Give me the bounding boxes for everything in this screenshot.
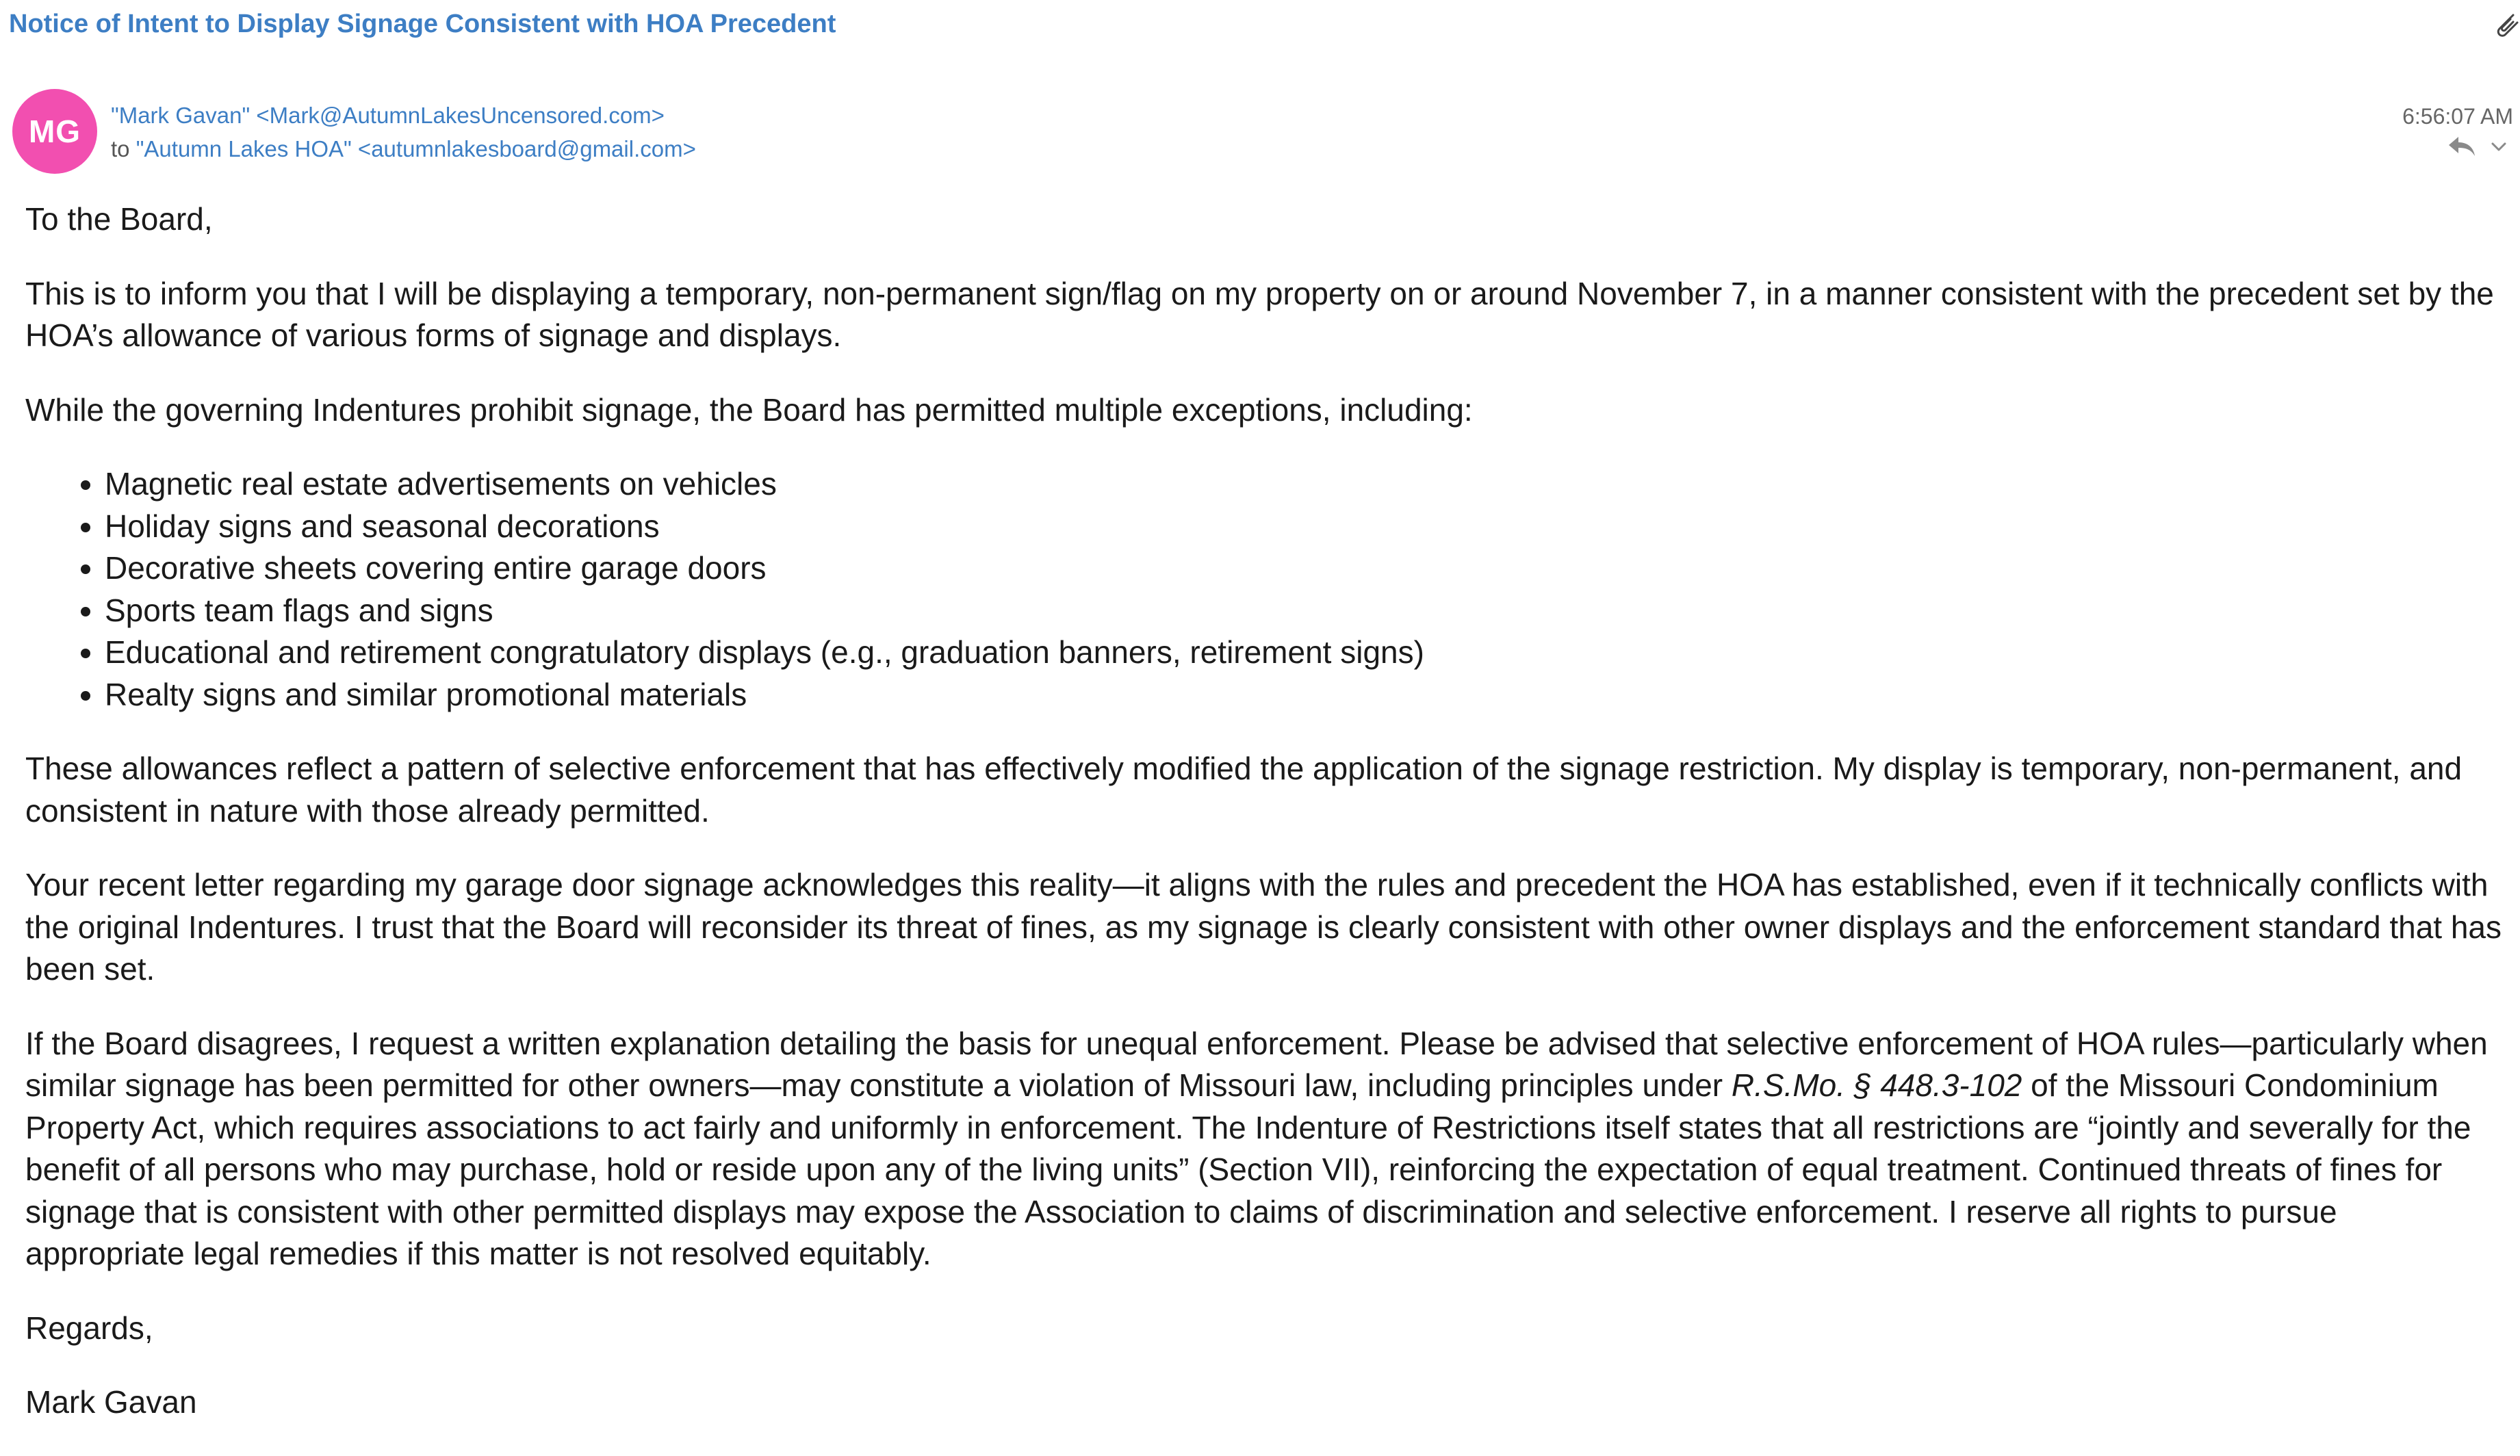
greeting: To the Board, xyxy=(25,201,213,237)
sender-address[interactable]: "Mark Gavan" <Mark@AutumnLakesUncensored.com> xyxy=(111,103,665,128)
statute-citation: R.S.Mo. § 448.3-102 xyxy=(1731,1067,2022,1103)
list-item: • Decorative sheets covering entire garage doors xyxy=(105,547,2503,590)
email-subject: Notice of Intent to Display Signage Consistent with HOA Precedent xyxy=(9,10,836,38)
paragraph-legal-notice xyxy=(25,1023,2503,1275)
list-item: • Magnetic real estate advertisements on vehicles xyxy=(105,463,2503,506)
paperclip-icon[interactable] xyxy=(2493,11,2520,38)
sent-time: 6:56:07 AM xyxy=(2402,104,2513,129)
list-item: • Sports team flags and signs xyxy=(105,590,2503,632)
exceptions-list xyxy=(25,463,2503,716)
closing: Regards, xyxy=(25,1310,153,1346)
list-item: • Educational and retirement congratulatory displays (e.g., graduation banners, retirement signs) xyxy=(105,632,2503,674)
paragraph-garage-letter: Your recent letter regarding my garage door signage acknowledges this reality—it aligns with the rules and precedent the HOA has established, even if it technically conflicts with the original Indentures. I trust that the Board will reconsider its threat of fines, as my signage is clearly consistent with other owner displays and the enforcement standard that has been set. xyxy=(25,867,2502,987)
chevron-down-icon[interactable] xyxy=(2490,140,2508,157)
list-item: • Realty signs and similar promotional materials xyxy=(105,674,2503,716)
paragraph-intent: This is to inform you that I will be displaying a temporary, non-permanent sign/flag on my property on or around November 7, in a manner consistent with the precedent set by the HOA’s allowance of various forms of signage and displays. xyxy=(25,275,2494,353)
reply-icon[interactable] xyxy=(2446,134,2476,162)
to-label: to xyxy=(111,136,130,161)
list-item: • Holiday signs and seasonal decorations xyxy=(105,506,2503,548)
recipient-address[interactable]: "Autumn Lakes HOA" <autumnlakesboard@gmail.com> xyxy=(136,136,696,161)
message-actions xyxy=(2446,134,2508,162)
signature: Mark Gavan xyxy=(25,1384,197,1420)
message-body xyxy=(25,198,2503,1456)
paragraph-selective-enforcement: These allowances reflect a pattern of selective enforcement that has effectively modified the application of the signage restriction. My display is temporary, non-permanent, and consistent in nature with those already permitted. xyxy=(25,751,2463,829)
paragraph-exceptions: While the governing Indentures prohibit signage, the Board has permitted multiple exceptions, including: xyxy=(25,391,1473,428)
legal-text-part1: If the Board disagrees, I request a written explanation detailing the basis for unequal enforcement. Please be advised that selective enforcement of HOA rules—particularly when similar signage has been permitted for other owners—may constitute a violation of Missouri law, including principles under xyxy=(25,1025,2488,1103)
legal-text-part2: of the Missouri Condominium Property Act, which requires associations to act fairly and uniformly in enforcement. The Indenture of Restrictions itself states that all restrictions are “jointly and severally for the benefit of all persons who may purchase, hold or reside upon any of the living units” (Section VII), reinforcing the expectation of equal treatment. Continued threats of fines for signage that is consistent with other permitted displays may expose the Association to claims of discrimination and selective enforcement. I reserve all rights to pursue appropriate legal remedies if this matter is not resolved equitably. xyxy=(25,1067,2471,1271)
recipient-line xyxy=(111,136,696,162)
avatar: MG xyxy=(12,89,97,174)
